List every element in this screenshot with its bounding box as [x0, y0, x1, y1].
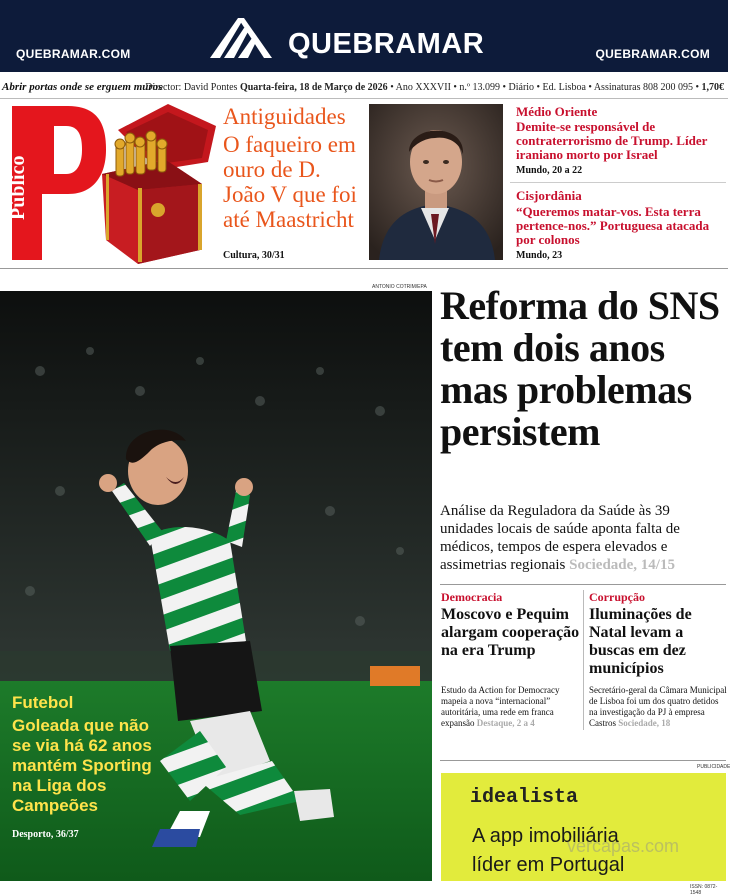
- medio-oriente-headline[interactable]: Demite-se responsável de contraterrorismo de Trump. Líder iraniano morto por Israel: [516, 119, 708, 162]
- quebramar-logo-icon: [210, 12, 272, 67]
- issue-details: • Ano XXXVII • n.º 13.099 • Diário • Ed. Lisboa • Assinaturas 808 200 095 •: [390, 82, 699, 93]
- masthead-site-right[interactable]: QUEBRAMAR.COM: [595, 47, 710, 61]
- ad-brand[interactable]: idealista: [470, 786, 579, 809]
- photo-credit: ANTONIO COTRIM/EPA: [372, 284, 427, 290]
- watermark: vercapas.com: [567, 836, 680, 856]
- cisjordania-page-ref: Mundo, 23: [516, 250, 563, 261]
- cutlery-chest-image: [98, 100, 220, 271]
- corrupcao-kicker[interactable]: Corrupção: [589, 590, 645, 604]
- masthead-site-left[interactable]: QUEBRAMAR.COM: [16, 47, 131, 61]
- portrait-photo[interactable]: [369, 104, 503, 260]
- masthead-title[interactable]: QUEBRAMAR: [288, 28, 485, 60]
- democracia-headline[interactable]: Moscovo e Pequim alargam cooperação na era Trump: [441, 606, 580, 659]
- issue-date: Quarta-feira, 18 de Março de 2026: [239, 82, 388, 93]
- ad-line-1: A app imobiliária: [472, 825, 619, 847]
- corrupcao-body-text: Secretário-geral da Câmara Municipal de Lisboa foi um dos quatro detidos na investigação da PJ à empresa Castros: [589, 685, 727, 728]
- democracia-page-ref: Destaque, 2 a 4: [476, 718, 535, 728]
- divider: [440, 760, 726, 761]
- main-lead: [440, 502, 726, 574]
- divider: [0, 268, 728, 269]
- medio-oriente-page-ref: Mundo, 20 a 22: [516, 165, 583, 176]
- antiguidades-headline[interactable]: O faqueiro em ouro de D. João V que foi até Maastricht: [223, 132, 357, 232]
- main-headline[interactable]: Reforma do SNS tem dois anos mas problemas persistem: [440, 283, 720, 454]
- ad-label: PUBLICIDADE: [697, 764, 730, 770]
- corrupcao-page-ref: Sociedade, 18: [618, 718, 671, 728]
- medio-oriente-kicker[interactable]: Médio Oriente: [516, 104, 598, 119]
- cisjordania-headline[interactable]: “Queremos matar-vos. Esta terra pertence-nos.” Portuguesa atacada por colonos: [516, 204, 710, 247]
- issue-info: [145, 82, 724, 93]
- antiguidades-kicker[interactable]: Antiguidades: [223, 104, 346, 129]
- antiguidades-page-ref: Cultura, 30/31: [223, 250, 285, 261]
- publico-logo: [7, 104, 110, 267]
- main-lead-text: Análise da Reguladora da Saúde às 39 unidades locais de saúde aponta falta de médicos, tempos de espera elevados e assimetrias regionais: [440, 503, 680, 573]
- ad-line-2: líder em Portugal: [472, 854, 625, 876]
- issn: ISSN: 0872-1548: [690, 884, 718, 896]
- futebol-page-ref: Desporto, 36/37: [12, 829, 79, 840]
- futebol-kicker[interactable]: Futebol: [12, 693, 74, 712]
- futebol-headline[interactable]: Goleada que não se via há 62 anos mantém Sporting na Liga dos Campeões: [12, 716, 152, 815]
- divider: [510, 182, 726, 183]
- publico-logo-text: Público: [7, 155, 29, 220]
- director: Director: David Pontes: [145, 82, 238, 93]
- main-page-ref: Sociedade, 14/15: [569, 557, 675, 573]
- democracia-body: [441, 685, 581, 729]
- democracia-kicker[interactable]: Democracia: [441, 590, 503, 604]
- divider: [440, 584, 726, 585]
- slogan: Abrir portas onde se erguem muros: [2, 81, 163, 93]
- cisjordania-kicker[interactable]: Cisjordânia: [516, 188, 582, 203]
- corrupcao-headline[interactable]: Iluminações de Natal levam a buscas em dez municípios: [589, 606, 692, 677]
- corrupcao-body: [589, 685, 727, 729]
- price: 1,70€: [701, 82, 724, 93]
- column-divider: [583, 590, 584, 730]
- democracia-body-text: Estudo da Action for Democracy mapeia a nova “internacional” autoritária, uma rede em franca expansão: [441, 685, 560, 728]
